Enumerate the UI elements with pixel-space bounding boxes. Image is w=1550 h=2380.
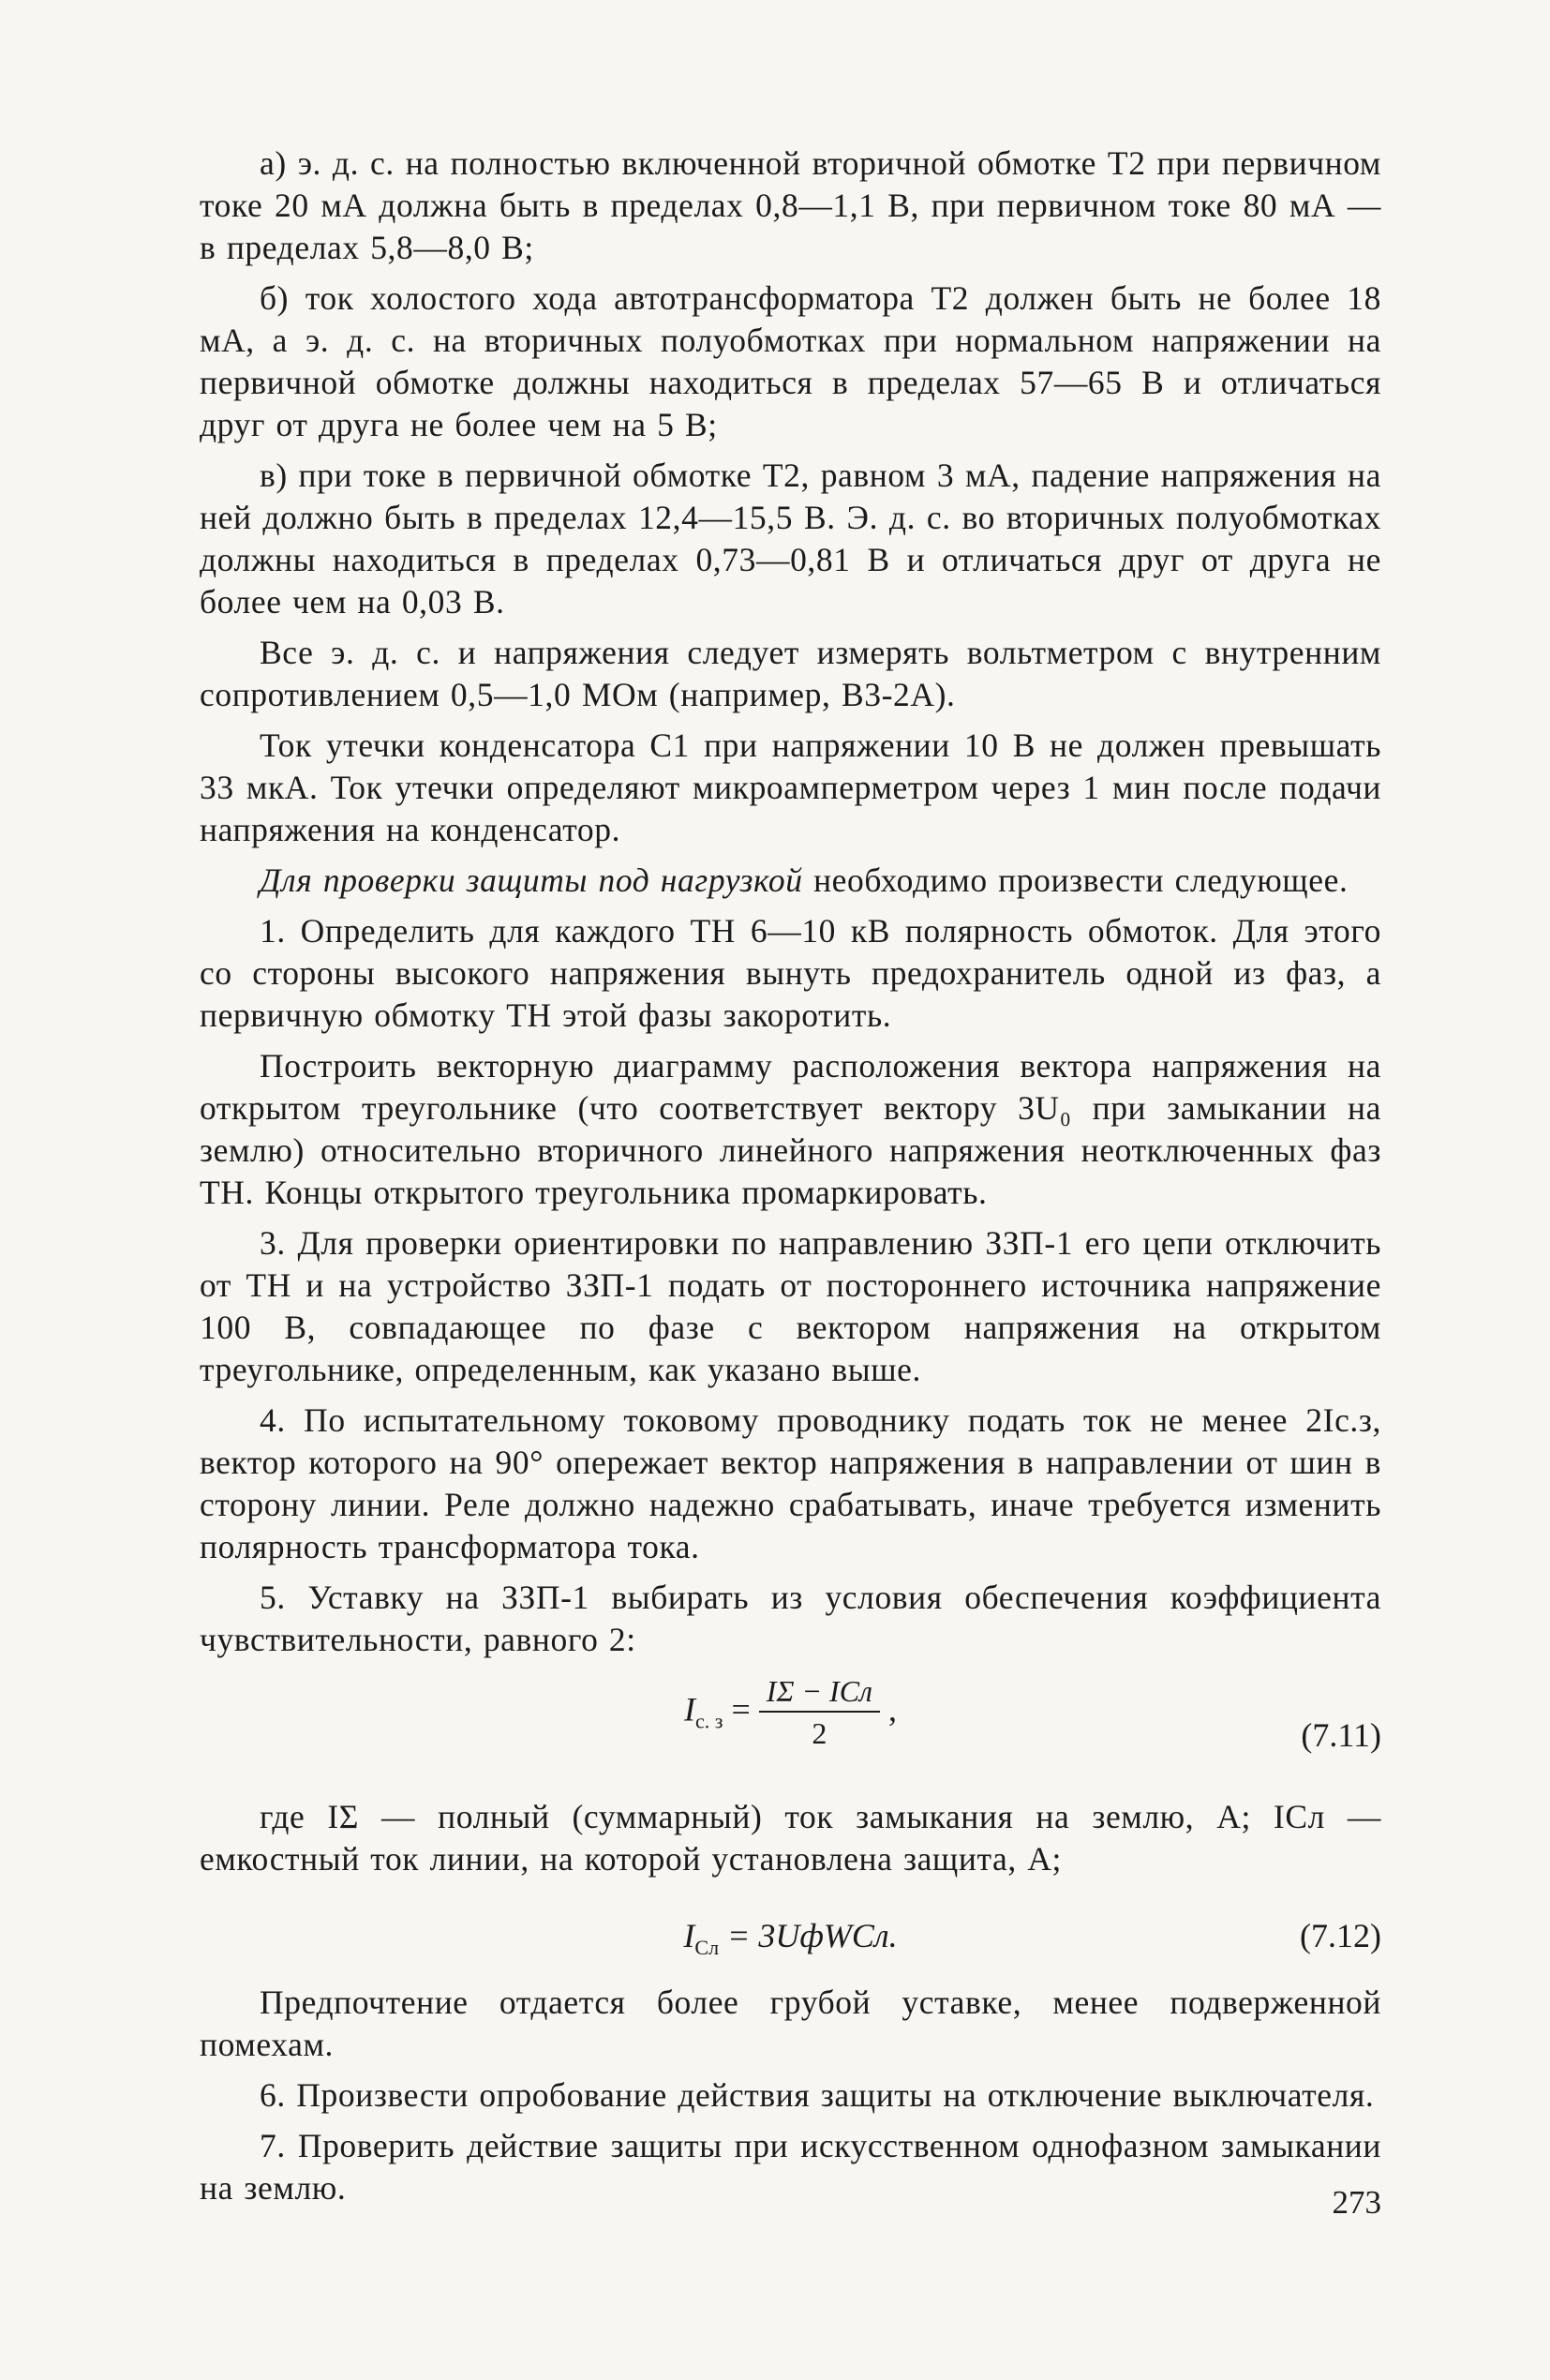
formula-7-12 — [200, 1899, 1381, 1982]
paragraph-voltmeter: Все э. д. с. и напряжения следует измерять вольтметром с внутренним сопротивлением 0,5—1,0 МОм (например, В3-2А). — [200, 634, 1381, 713]
paragraph-a: а) э. д. с. на полностью включенной вторичной обмотке Т2 при первичном токе 20 мА должна быть в пределах 0,8—1,1 В, при первичном токе 80 мА — в пределах 5,8—8,0 В; — [200, 144, 1381, 266]
italic-heading: Для проверки защиты под нагрузкой — [260, 861, 803, 899]
page-number: 273 — [1332, 2184, 1381, 2221]
equation-number-7-11: (7.11) — [1301, 1716, 1381, 1754]
paragraph-where: где IΣ — полный (суммарный) ток замыкания на землю, А; IСл — емкостный ток линии, на которой установлена защита, А; — [200, 1798, 1381, 1878]
paragraph-b: б) ток холостого хода автотрансформатора Т2 должен быть не более 18 мА, а э. д. с. на вторичных полуобмотках при нормальном напряжении на первичной обмотке должны находиться в пределах 57—65 В и отличаться друг от друга не более чем на 5 В; — [200, 279, 1381, 443]
formula-7-11-tail: , — [880, 1690, 897, 1729]
formula-7-12-rhs: = 3UфWCл. — [719, 1917, 898, 1954]
formula-7-11-lhs-sub: с. з — [695, 1709, 723, 1733]
paragraph-load-check — [200, 860, 1381, 902]
step-7: 7. Проверить действие защиты при искусственном однофазном замыкании на землю. — [200, 2127, 1381, 2207]
step-3: 3. Для проверки ориентировки по направлению ЗЗП-1 его цепи отключить от ТН и на устройство ЗЗП-1 подать от постороннего источника напряжение 100 В, совпадающее по фазе с вектором напряжения на открытом треугольнике, определенным, как указано выше. — [200, 1224, 1381, 1388]
formula-7-12-lhs: I — [683, 1917, 695, 1954]
formula-7-11-eq: = — [723, 1690, 759, 1729]
paragraph-leakage: Ток утечки конденсатора С1 при напряжении 10 В не должен превышать 33 мкА. Ток утечки определяют микроамперметром через 1 мин после подачи напряжения на конденсатор. — [200, 726, 1381, 848]
formula-7-11-numerator: IΣ − IСл — [759, 1674, 880, 1713]
formula-7-11-lhs: I — [684, 1690, 695, 1729]
paragraph-v: в) при токе в первичной обмотке Т2, равном 3 мА, падение напряжения на ней должно быть в пределах 12,4—15,5 В. Э. д. с. во вторичных полуобмотках должны находиться в пределах 0,73—0,81 В и отличаться друг от друга не более чем на 0,03 В. — [200, 457, 1381, 621]
step-5: 5. Уставку на ЗЗП-1 выбирать из условия обеспечения коэффициента чувствительности, равного 2: — [200, 1579, 1381, 1658]
step-4: 4. По испытательному токовому проводнику подать ток не менее 2Iс.з, вектор которого на 90° опережает вектор напряжения в направлении от шин в сторону линии. Реле должно надежно срабатывать, иначе требуется изменить полярность трансформатора тока. — [200, 1401, 1381, 1565]
paragraph-preference: Предпочтение отдается более грубой уставке, менее подверженной помехам. — [200, 1983, 1381, 2063]
step-1: 1. Определить для каждого ТН 6—10 кВ полярность обмоток. Для этого со стороны высокого напряжения вынуть предохранитель одной из фаз, а первичную обмотку ТН этой фазы закоротить. — [200, 912, 1381, 1034]
paragraph-load-check-rest: необходимо произвести следующее. — [802, 861, 1349, 899]
paragraph-vector-diagram: Построить векторную диаграмму расположения вектора напряжения на открытом треугольнике (что соответствует вектору 3U₀ при замыкании на землю) относительно вторичного линейного напряжения неотключенных фаз ТН. Концы открытого треугольника промаркировать. — [200, 1047, 1381, 1211]
formula-7-11-fraction — [759, 1674, 880, 1751]
equation-number-7-12: (7.12) — [1300, 1917, 1381, 1954]
formula-7-11-denominator: 2 — [812, 1716, 827, 1750]
formula-7-11 — [200, 1674, 1381, 1796]
formula-7-12-lhs-sub: Сл — [694, 1936, 720, 1959]
step-6: 6. Произвести опробование действия защиты на отключение выключателя. — [260, 2076, 1375, 2114]
